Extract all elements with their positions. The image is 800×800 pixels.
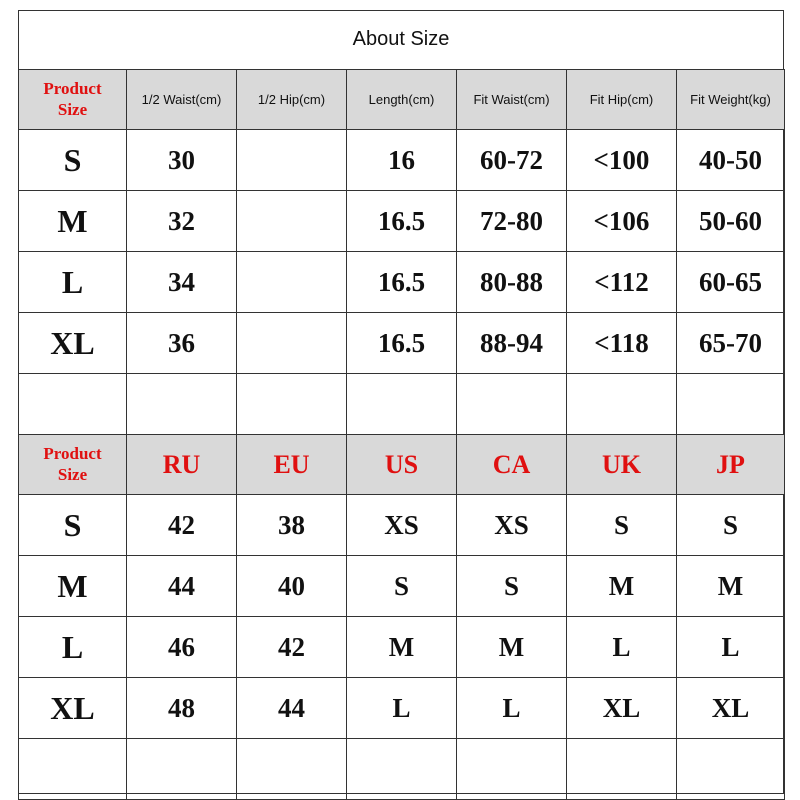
jp-value: M bbox=[677, 556, 785, 617]
blank-row bbox=[19, 374, 785, 435]
waist-value: 36 bbox=[127, 313, 237, 374]
ru-value: 48 bbox=[127, 678, 237, 739]
fit-waist-value: 72-80 bbox=[457, 191, 567, 252]
ru-value: 46 bbox=[127, 617, 237, 678]
length-value: 16.5 bbox=[347, 252, 457, 313]
jp-value: L bbox=[677, 617, 785, 678]
product-size-header: Product Size bbox=[19, 435, 127, 495]
fit-hip-value: <112 bbox=[567, 252, 677, 313]
waist-value: 30 bbox=[127, 130, 237, 191]
product-size-header: Product Size bbox=[19, 70, 127, 130]
waist-value: 32 bbox=[127, 191, 237, 252]
conversion-table bbox=[18, 434, 785, 800]
ru-value: 44 bbox=[127, 556, 237, 617]
hip-value bbox=[237, 252, 347, 313]
region-header-uk: UK bbox=[567, 435, 677, 495]
eu-value: 40 bbox=[237, 556, 347, 617]
ca-value: S bbox=[457, 556, 567, 617]
hip-value bbox=[237, 313, 347, 374]
table-row bbox=[19, 678, 785, 739]
size-label: S bbox=[19, 495, 127, 556]
table-row bbox=[19, 130, 785, 191]
size-label: L bbox=[19, 617, 127, 678]
ca-value: XS bbox=[457, 495, 567, 556]
length-value: 16.5 bbox=[347, 313, 457, 374]
jp-value: S bbox=[677, 495, 785, 556]
fit-weight-value: 60-65 bbox=[677, 252, 785, 313]
region-header-eu: EU bbox=[237, 435, 347, 495]
size-label: M bbox=[19, 556, 127, 617]
table-row bbox=[19, 252, 785, 313]
fit-weight-value: 40-50 bbox=[677, 130, 785, 191]
length-header: Length(cm) bbox=[347, 70, 457, 130]
conversion-header-row bbox=[19, 435, 785, 495]
measurement-table bbox=[18, 69, 785, 435]
fit-weight-value: 65-70 bbox=[677, 313, 785, 374]
ca-value: M bbox=[457, 617, 567, 678]
us-value: M bbox=[347, 617, 457, 678]
size-label: XL bbox=[19, 678, 127, 739]
uk-value: S bbox=[567, 495, 677, 556]
ru-value: 42 bbox=[127, 495, 237, 556]
uk-value: XL bbox=[567, 678, 677, 739]
fit-waist-value: 60-72 bbox=[457, 130, 567, 191]
eu-value: 44 bbox=[237, 678, 347, 739]
region-header-us: US bbox=[347, 435, 457, 495]
us-value: XS bbox=[347, 495, 457, 556]
table-row bbox=[19, 495, 785, 556]
us-value: L bbox=[347, 678, 457, 739]
eu-value: 38 bbox=[237, 495, 347, 556]
region-header-ru: RU bbox=[127, 435, 237, 495]
uk-value: M bbox=[567, 556, 677, 617]
waist-value: 34 bbox=[127, 252, 237, 313]
us-value: S bbox=[347, 556, 457, 617]
ca-value: L bbox=[457, 678, 567, 739]
size-label: S bbox=[19, 130, 127, 191]
table-row bbox=[19, 617, 785, 678]
measurement-header-row bbox=[19, 70, 785, 130]
hip-value bbox=[237, 130, 347, 191]
fit-hip-value: <118 bbox=[567, 313, 677, 374]
region-header-jp: JP bbox=[677, 435, 785, 495]
half-hip-header: 1/2 Hip(cm) bbox=[237, 70, 347, 130]
size-label: XL bbox=[19, 313, 127, 374]
eu-value: 42 bbox=[237, 617, 347, 678]
half-waist-header: 1/2 Waist(cm) bbox=[127, 70, 237, 130]
chart-title: About Size bbox=[18, 10, 784, 70]
fit-weight-value: 50-60 bbox=[677, 191, 785, 252]
length-value: 16 bbox=[347, 130, 457, 191]
hip-value bbox=[237, 191, 347, 252]
table-row bbox=[19, 191, 785, 252]
uk-value: L bbox=[567, 617, 677, 678]
fit-waist-value: 88-94 bbox=[457, 313, 567, 374]
jp-value: XL bbox=[677, 678, 785, 739]
fit-hip-value: <106 bbox=[567, 191, 677, 252]
table-row bbox=[19, 313, 785, 374]
length-value: 16.5 bbox=[347, 191, 457, 252]
blank-row bbox=[19, 739, 785, 800]
table-row bbox=[19, 556, 785, 617]
fit-waist-value: 80-88 bbox=[457, 252, 567, 313]
fit-waist-header: Fit Waist(cm) bbox=[457, 70, 567, 130]
size-label: L bbox=[19, 252, 127, 313]
size-label: M bbox=[19, 191, 127, 252]
fit-hip-value: <100 bbox=[567, 130, 677, 191]
region-header-ca: CA bbox=[457, 435, 567, 495]
fit-weight-header: Fit Weight(kg) bbox=[677, 70, 785, 130]
fit-hip-header: Fit Hip(cm) bbox=[567, 70, 677, 130]
